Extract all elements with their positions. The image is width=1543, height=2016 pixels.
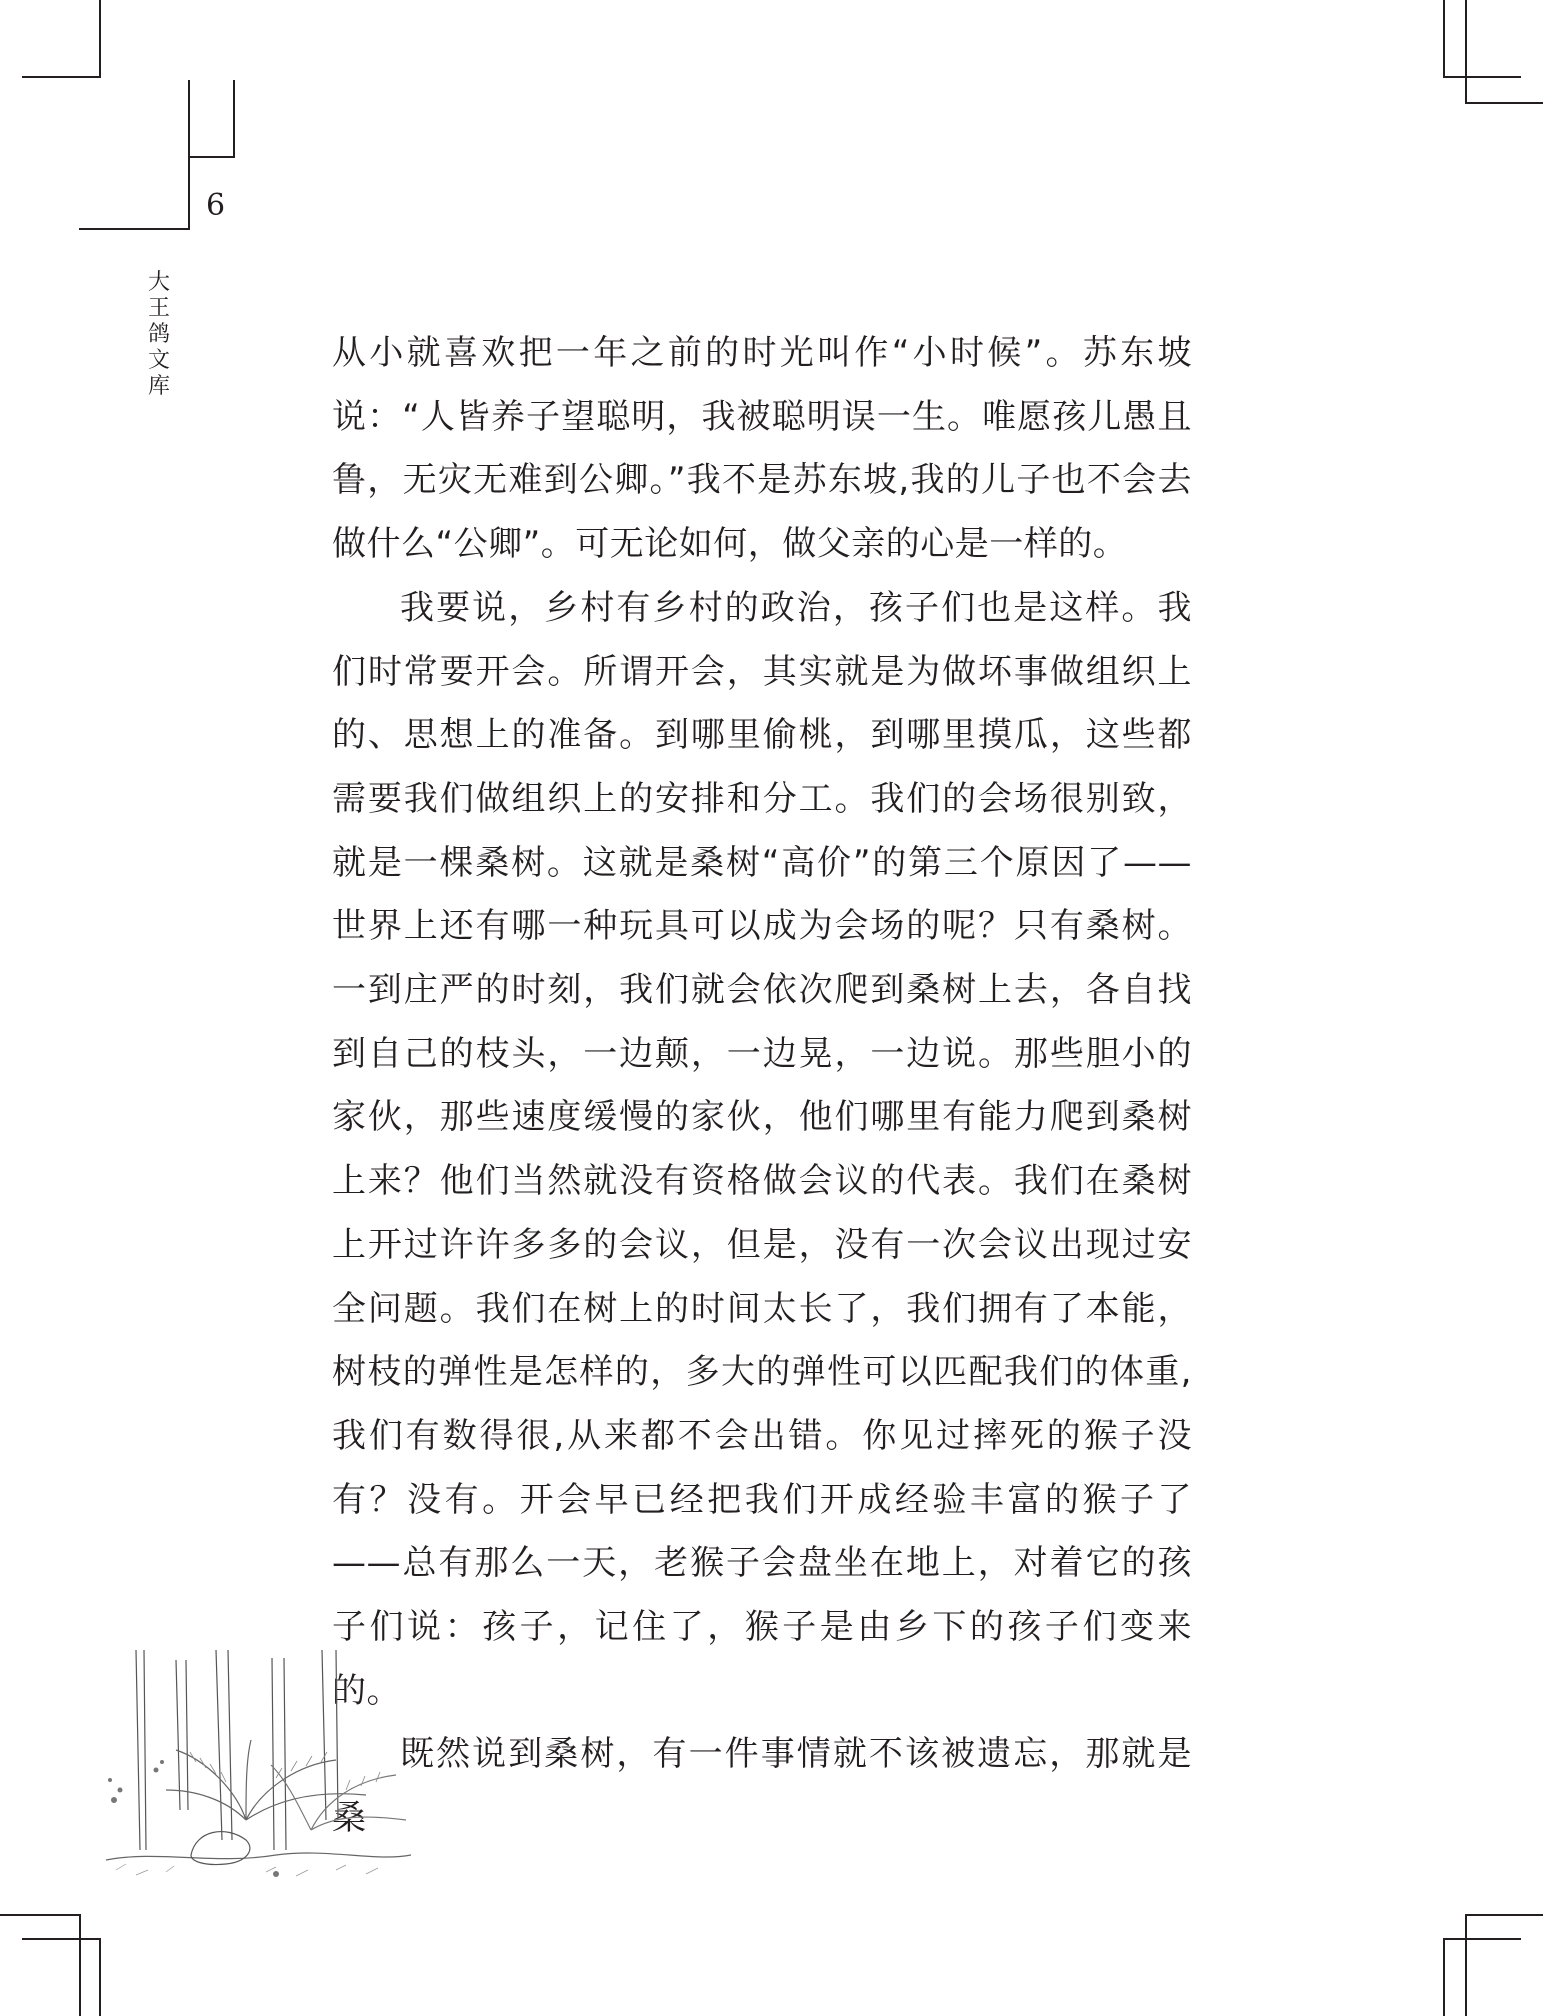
tree-trunk [176, 1660, 188, 1810]
paragraph: 既然说到桑树，有一件事情就不该被遗忘，那就是桑 [332, 1734, 1192, 1839]
crop-mark-top-right-inner-h [1465, 102, 1543, 104]
tree-trunk [216, 1650, 232, 1840]
crop-mark-bottom-right-inner-v [1465, 1914, 1467, 2016]
ground [106, 1853, 411, 1860]
paragraph: 我要说，乡村有乡村的政治，孩子们也是这样。我们时常要开会。所谓开会，其实就是为做坏事做组织上的、思想上的准备。到哪里偷桃，到哪里摸瓜，这些都需要我们做组织上的安排和分工。我们的会场很别致，就是一棵桑树。这就是桑树“高价”的第三个原因了——世界上还有哪一种玩具可以成为会场的呢？只有桑树。一到庄严的时刻，我们就会依次爬到桑树上去，各自找到自己的枝头，一边颠，一边晃，一边说。那些胆小的家伙，那些速度缓慢的家伙，他们哪里有能力爬到桑树上来？他们当然就没有资格做会议的代表。我们在桑树上开过许许多多的会议，但是，没有一次会议出现过安全问题。我们在树上的时间太长了，我们拥有了本能，树枝的弹性是怎样的，多大的弹性可以匹配我们的体重,我们有数得很,从来都不会出错。你见过摔死的猴子没有？没有。开会早已经把我们开成经验丰富的猴子了——总有那么一天，老猴子会盘坐在地上，对着它的孩子们说：孩子，记住了，猴子是由乡下的孩子们变来的。 [332, 587, 1192, 1711]
crop-mark-top-left-v [99, 0, 101, 78]
tree-trunk [136, 1650, 146, 1850]
crop-mark-top-left-bracket-v [233, 80, 235, 158]
series-title-char: 库 [147, 374, 170, 399]
crop-mark-top-left-inner-h [79, 228, 189, 230]
rock [191, 1832, 250, 1865]
series-title-char: 鸽 [147, 322, 170, 347]
tree-trunk [272, 1658, 286, 1850]
crop-mark-bottom-left-inner-h [0, 1914, 80, 1916]
crop-mark-bottom-right-h [1443, 1938, 1521, 1940]
body-text [332, 322, 1192, 1851]
crop-mark-bottom-right-v [1443, 1938, 1445, 2016]
crop-mark-top-right-inner-v [1465, 0, 1467, 104]
crop-mark-top-left-bracket-h [188, 156, 234, 158]
series-title-char: 王 [147, 296, 170, 321]
series-title-char: 文 [147, 348, 170, 373]
crop-mark-top-right-v [1443, 0, 1445, 78]
page-number: 6 [206, 188, 226, 223]
crop-mark-top-left-inner-v [188, 80, 190, 230]
paragraph-continued: 从小就喜欢把一年之前的时光叫作“小时候”。苏东坡说：“人皆养子望聪明，我被聪明误一生。唯愿孩儿愚且鲁，无灾无难到公卿。”我不是苏东坡,我的儿子也不会去做什么“公卿”。可无论如何，做父亲的心是一样的。 [332, 333, 1192, 565]
forest-illustration [96, 1650, 416, 1890]
crop-mark-bottom-left-inner-v [79, 1914, 81, 2016]
fern [166, 1740, 366, 1820]
crop-mark-bottom-left-h [22, 1938, 100, 1940]
crop-mark-bottom-right-inner-h [1465, 1914, 1543, 1916]
crop-mark-bottom-left-v [99, 1938, 101, 2016]
crop-mark-top-left-h [22, 76, 100, 78]
series-title [144, 270, 174, 400]
crop-mark-top-right-h [1443, 76, 1521, 78]
series-title-char: 大 [147, 270, 170, 295]
